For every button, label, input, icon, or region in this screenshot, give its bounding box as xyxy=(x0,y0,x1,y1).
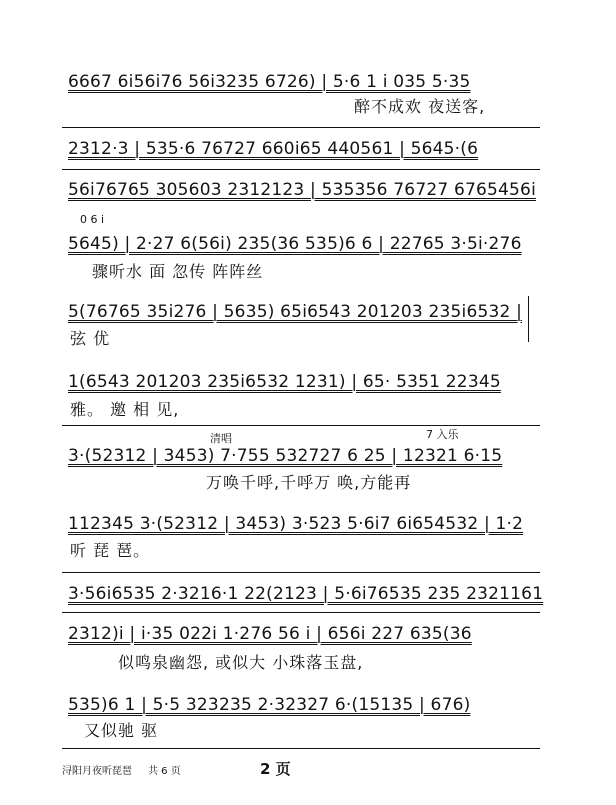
lyrics-row-11: 又似驰 驱 xyxy=(84,721,159,740)
notation-row-8: 112345 3·(52312 | 3453) 3·523 5·6i7 6i654532 | 1·2 xyxy=(68,514,524,534)
clear-sing-mark: 清唱 xyxy=(210,432,232,445)
lyrics-row-7: 万唤千呼,千呼万 唤,方能再 xyxy=(206,473,412,492)
lyrics-row-5: 弦 优 xyxy=(70,329,111,348)
page-number: 2 页 xyxy=(260,760,291,778)
ornament-notes: 0 6 i xyxy=(80,213,105,226)
notation-row-5: 5(76765 35i276 | 5635) 65i6543 201203 235i6532 | xyxy=(68,302,523,322)
notation-row-3: 56i76765 305603 2312123 | 535356 76727 6765456i xyxy=(68,180,537,200)
notation-row-6: 1(6543 201203 235i6532 1231) | 65· 5351 22345 xyxy=(68,372,501,392)
staff-rule xyxy=(62,572,540,573)
notation-row-2: 2312·3 | 535·6 76727 660i65 440561 | 5645·(6 xyxy=(68,139,479,159)
lyrics-row-8: 听 琵 琶。 xyxy=(70,541,151,560)
notation-row-7: 3·(52312 | 3453) 7·755 532727 6 25 | 12321 6·15 xyxy=(68,446,503,466)
bar-line xyxy=(528,296,529,342)
lyrics-row-1: 醉不成欢 夜送客, xyxy=(354,97,486,116)
staff-rule xyxy=(62,612,540,613)
lyrics-row-6: 雅。 邀 相 见, xyxy=(70,400,180,419)
notation-row-11: 535)6 1 | 5·5 323235 2·32327 6·(15135 | 676) xyxy=(68,695,471,715)
notation-row-4: 5645) | 2·27 6(56i) 235(36 535)6 6 | 22765 3·5i·276 xyxy=(68,234,522,254)
footer-title: 浔阳月夜听琵琶 xyxy=(62,766,132,777)
notation-row-10: 2312)i | i·35 022i 1·276 56 i | 656i 227 635(36 xyxy=(68,624,472,644)
lyrics-row-4: 骤听水 面 忽传 阵阵丝 xyxy=(92,262,264,281)
staff-rule xyxy=(62,127,540,128)
footer-total-pages: 共 6 页 xyxy=(148,766,181,777)
lyrics-row-10: 似鸣泉幽怨, 或似大 小珠落玉盘, xyxy=(118,653,364,672)
notation-row-9: 3·56i6535 2·3216·1 22(2123 | 5·6i76535 235 2321161 xyxy=(68,584,544,604)
notation-row-1: 6667 6i56i76 56i3235 6726) | 5·6 1 i 035 5·35 xyxy=(68,72,471,92)
staff-rule xyxy=(62,425,540,426)
staff-rule xyxy=(62,169,540,170)
enter-music-mark: 7 入乐 xyxy=(426,428,459,441)
staff-rule xyxy=(62,748,540,749)
